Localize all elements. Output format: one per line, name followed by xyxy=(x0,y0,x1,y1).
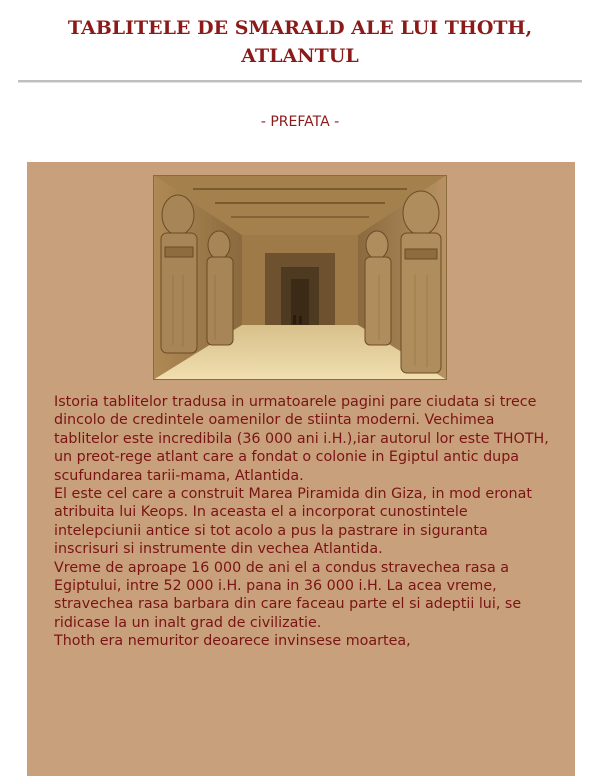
paragraph: Thoth era nemuritor deoarece invinsese moartea, xyxy=(54,633,411,650)
paragraph: Istoria tablitelor tradusa in urmatoarele pagini pare ciudata si trece dincolo de credintele oamenilor de stiinta moderni. Vechimea tablitelor este incredibila (36 000 ani i.H.),iar autorul lor este THOTH, un preot-rege atlant care a fondat o colonie in Egiptul antic dupa scufundarea tarii-mama, Atlantida. xyxy=(54,394,549,484)
paragraph: El este cel care a construit Marea Piramida din Giza, in mod eronat atribuita lui Keops. In aceasta el a incorporat cunostintele intelepciunii antice si tot acolo a pus la pastrare in siguranta inscrisuri si instrumente din vechea Atlantida. xyxy=(54,486,532,558)
paragraph: Vreme de aproape 16 000 de ani el a condus stravechea rasa a Egiptului, intre 52 000 i.H. pana in 36 000 i.H. La acea vreme, stravechea rasa barbara din care faceau parte el si adeptii lui, se ridicase la un inalt grad de civilizatie. xyxy=(54,559,522,631)
temple-illustration xyxy=(153,175,447,380)
title-divider xyxy=(18,80,582,83)
preface-text xyxy=(54,393,554,651)
section-heading: - PREFATA - xyxy=(260,114,340,130)
page-title: TABLITELE DE SMARALD ALE LUI THOTH, ATLANTUL xyxy=(67,17,533,67)
preface-panel xyxy=(27,162,575,776)
